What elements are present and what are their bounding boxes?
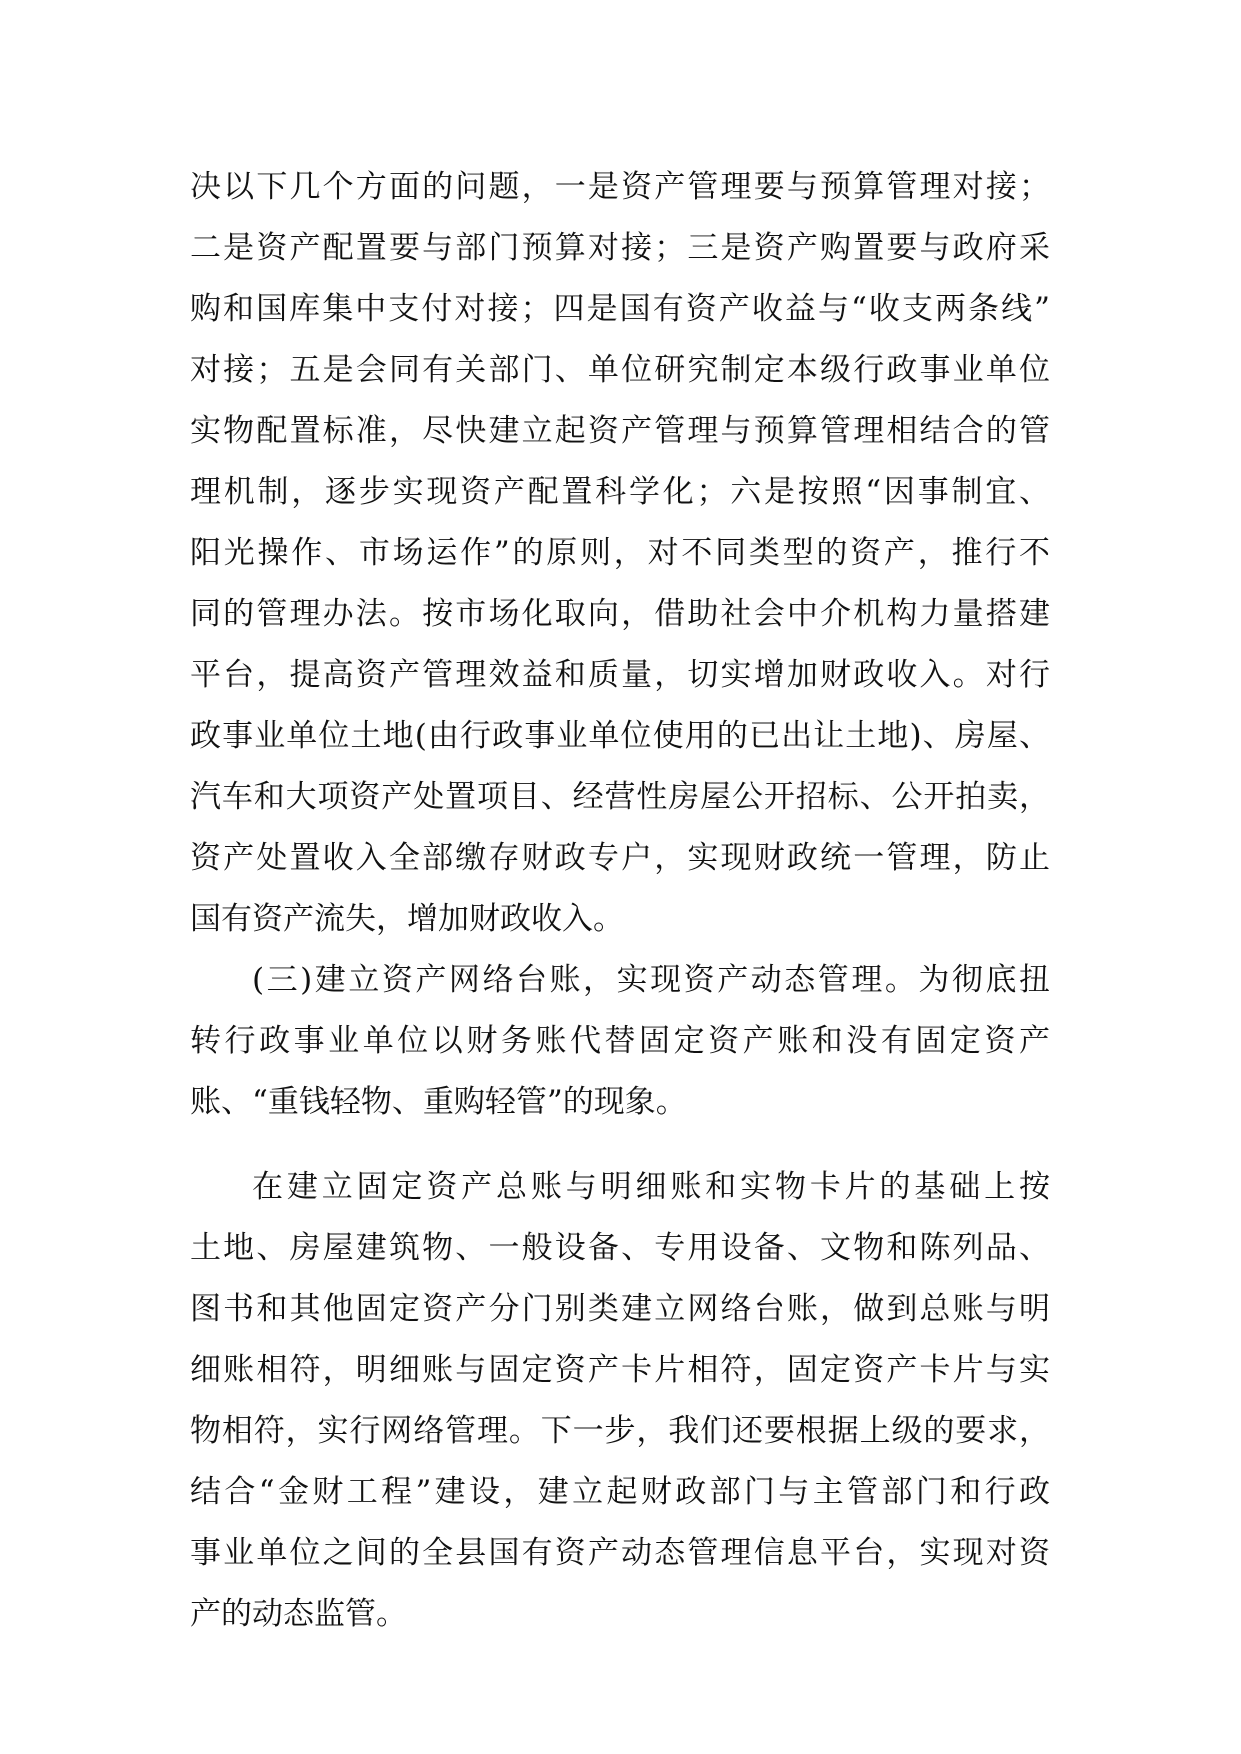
text-line: 转行政事业单位以财务账代替固定资产账和没有固定资产 [190,1023,1050,1059]
text-line: 平台，提高资产管理效益和质量，切实增加财政收入。对行 [190,657,1050,693]
text-line: 决以下几个方面的问题，一是资产管理要与预算管理对接； [190,169,1050,205]
text-line: 汽车和大项资产处置项目、经营性房屋公开招标、公开拍卖， [190,779,1050,815]
text-line: 细账相符，明细账与固定资产卡片相符，固定资产卡片与实 [190,1352,1050,1388]
text-line: 阳光操作、市场运作”的原则，对不同类型的资产，推行不 [190,535,1050,571]
paragraph-asset-budget-integration [190,157,1050,950]
text-line: 国有资产流失，增加财政收入。 [190,901,624,937]
text-line: 资产处置收入全部缴存财政专户，实现财政统一管理，防止 [190,840,1050,876]
document-body [190,157,1050,1645]
paragraph-gap [190,1133,1050,1157]
text-line: 购和国库集中支付对接；四是国有资产收益与“收支两条线” [190,291,1050,327]
paragraph-section-three [190,950,1050,1133]
text-line: 理机制，逐步实现资产配置科学化；六是按照“因事制宜、 [190,474,1050,510]
text-line: 对接；五是会同有关部门、单位研究制定本级行政事业单位 [190,352,1050,388]
text-line: 事业单位之间的全县国有资产动态管理信息平台，实现对资 [190,1535,1050,1571]
text-line: 图书和其他固定资产分门别类建立网络台账，做到总账与明 [190,1291,1050,1327]
paragraph-network-ledger [190,1157,1050,1645]
text-line: 账、“重钱轻物、重购轻管”的现象。 [190,1084,687,1120]
text-line: 土地、房屋建筑物、一般设备、专用设备、文物和陈列品、 [190,1230,1050,1266]
text-line: 物相符，实行网络管理。下一步，我们还要根据上级的要求， [190,1413,1050,1449]
text-line: 结合“金财工程”建设，建立起财政部门与主管部门和行政 [190,1474,1050,1510]
text-line: 同的管理办法。按市场化取向，借助社会中介机构力量搭建 [190,596,1050,632]
text-line: 政事业单位土地(由行政事业单位使用的已出让土地)、房屋、 [190,718,1050,754]
text-line: 二是资产配置要与部门预算对接；三是资产购置要与政府采 [190,230,1050,266]
text-line: 产的动态监管。 [190,1596,407,1632]
section-heading-line: (三)建立资产网络台账，实现资产动态管理。为彻底扭 [252,962,1050,998]
text-line: 在建立固定资产总账与明细账和实物卡片的基础上按 [252,1169,1050,1205]
text-line: 实物配置标准，尽快建立起资产管理与预算管理相结合的管 [190,413,1050,449]
